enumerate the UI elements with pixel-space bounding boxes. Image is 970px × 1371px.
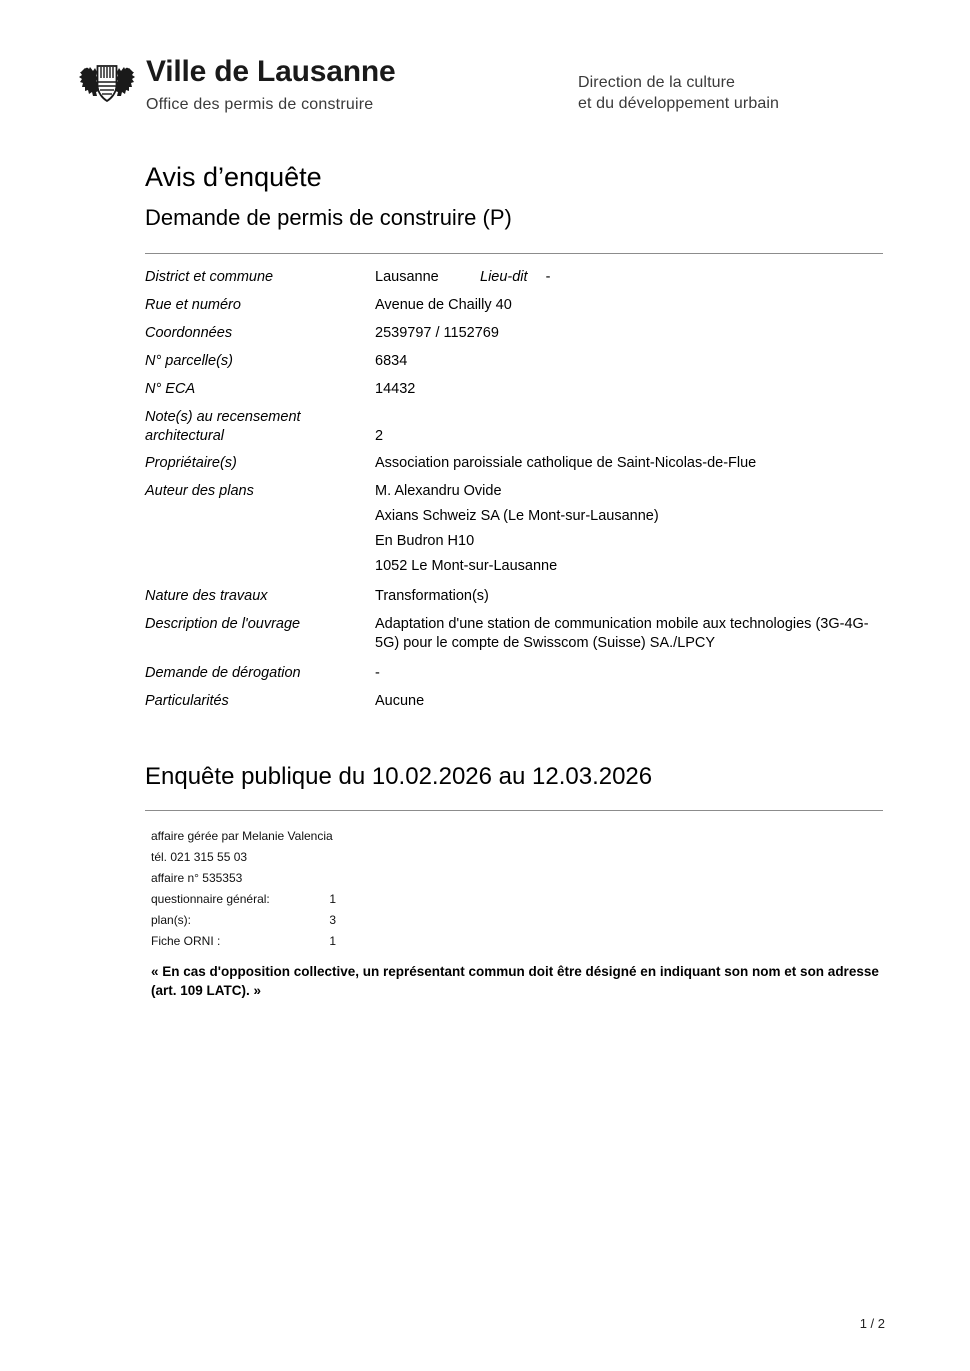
- description-label: Description de l'ouvrage: [145, 616, 301, 632]
- divider-bottom: [145, 810, 883, 811]
- derogation-value: -: [375, 665, 380, 681]
- table-row: [145, 408, 885, 446]
- count-value: 3: [329, 913, 336, 927]
- table-row: [145, 296, 885, 315]
- eca-label: N° ECA: [145, 381, 196, 397]
- coords-label: Coordonnées: [145, 325, 233, 341]
- direction-line-1: Direction de la culture: [578, 74, 736, 91]
- list-item: [151, 889, 336, 910]
- table-row: [145, 587, 885, 606]
- count-value: 1: [329, 892, 336, 906]
- brand-block: [78, 55, 395, 115]
- note-label-line-1: Note(s) au recensement: [145, 409, 301, 425]
- page-header: [0, 0, 970, 140]
- district-value: [375, 268, 885, 287]
- author-line-2: Axians Schweiz SA (Le Mont-sur-Lausanne): [375, 508, 659, 524]
- brand-text: [146, 55, 395, 115]
- direction-line-2: et du développement urbain: [578, 95, 779, 112]
- author-value: [375, 482, 885, 576]
- particularites-value: Aucune: [375, 693, 425, 709]
- note-recensement-value: 2: [375, 428, 384, 444]
- street-value: Avenue de Chailly 40: [375, 297, 512, 313]
- table-row: [145, 692, 885, 711]
- table-row: [145, 268, 885, 287]
- author-line-4: 1052 Le Mont-sur-Lausanne: [375, 558, 558, 574]
- nature-value: Transformation(s): [375, 588, 489, 604]
- note-label-line-2: architectural: [145, 428, 224, 444]
- table-row: [145, 352, 885, 371]
- district-commune-value: Lausanne: [375, 269, 439, 285]
- table-row: [145, 454, 885, 473]
- table-row: [145, 615, 885, 653]
- district-label: District et commune: [145, 269, 274, 285]
- description-value: Adaptation d'une station de communication mobile aux technologies (3G-4G-5G) pour le compte de Swisscom (Suisse) SA./LPCY: [375, 616, 869, 651]
- opposition-notice: « En cas d'opposition collective, un représentant commun doit être désigné en indiquant son nom et son adresse (art. 109 LATC). »: [151, 964, 879, 998]
- affair-details: [151, 826, 571, 952]
- author-line-1: M. Alexandru Ovide: [375, 483, 502, 499]
- lausanne-coat-of-arms-icon: [78, 58, 136, 106]
- table-row: [145, 380, 885, 399]
- coords-value: 2539797 / 1152769: [375, 325, 499, 341]
- enquete-publique-heading: Enquête publique du 10.02.2026 au 12.03.2026: [145, 763, 653, 790]
- table-row: [145, 664, 885, 683]
- count-label: plan(s):: [151, 913, 192, 927]
- particularites-label: Particularités: [145, 693, 229, 709]
- author-label: Auteur des plans: [145, 483, 254, 499]
- count-value: 1: [329, 934, 336, 948]
- page-number: 1 / 2: [859, 1316, 885, 1331]
- info-table: [145, 268, 885, 720]
- table-row: [145, 482, 885, 576]
- lieudit-value: -: [545, 269, 551, 285]
- count-label: Fiche ORNI :: [151, 934, 221, 948]
- eca-value: 14432: [375, 381, 416, 397]
- affair-phone: tél. 021 315 55 03: [151, 850, 248, 864]
- owner-label: Propriétaire(s): [145, 455, 237, 471]
- page-title: Avis d’enquête: [145, 162, 322, 192]
- note-recensement-label: [145, 408, 375, 446]
- nature-label: Nature des travaux: [145, 588, 268, 604]
- brand-title: Ville de Lausanne: [146, 55, 396, 88]
- list-item: [151, 931, 336, 952]
- brand-subtitle: Office des permis de construire: [146, 96, 374, 113]
- owner-value: Association paroissiale catholique de Saint-Nicolas-de-Flue: [375, 455, 757, 471]
- divider-top: [145, 253, 883, 254]
- page-subtitle: Demande de permis de construire (P): [145, 205, 512, 230]
- direction-block: [578, 72, 779, 114]
- list-item: [151, 910, 336, 931]
- table-row: [145, 324, 885, 343]
- parcelle-value: 6834: [375, 353, 408, 369]
- affair-managed-by: affaire gérée par Melanie Valencia: [151, 829, 333, 843]
- author-line-3: En Budron H10: [375, 533, 475, 549]
- count-label: questionnaire général:: [151, 892, 270, 906]
- derogation-label: Demande de dérogation: [145, 665, 301, 681]
- affair-case-number: affaire n° 535353: [151, 871, 243, 885]
- street-label: Rue et numéro: [145, 297, 241, 313]
- parcelle-label: N° parcelle(s): [145, 353, 233, 369]
- lieudit-label: Lieu-dit: [480, 269, 528, 285]
